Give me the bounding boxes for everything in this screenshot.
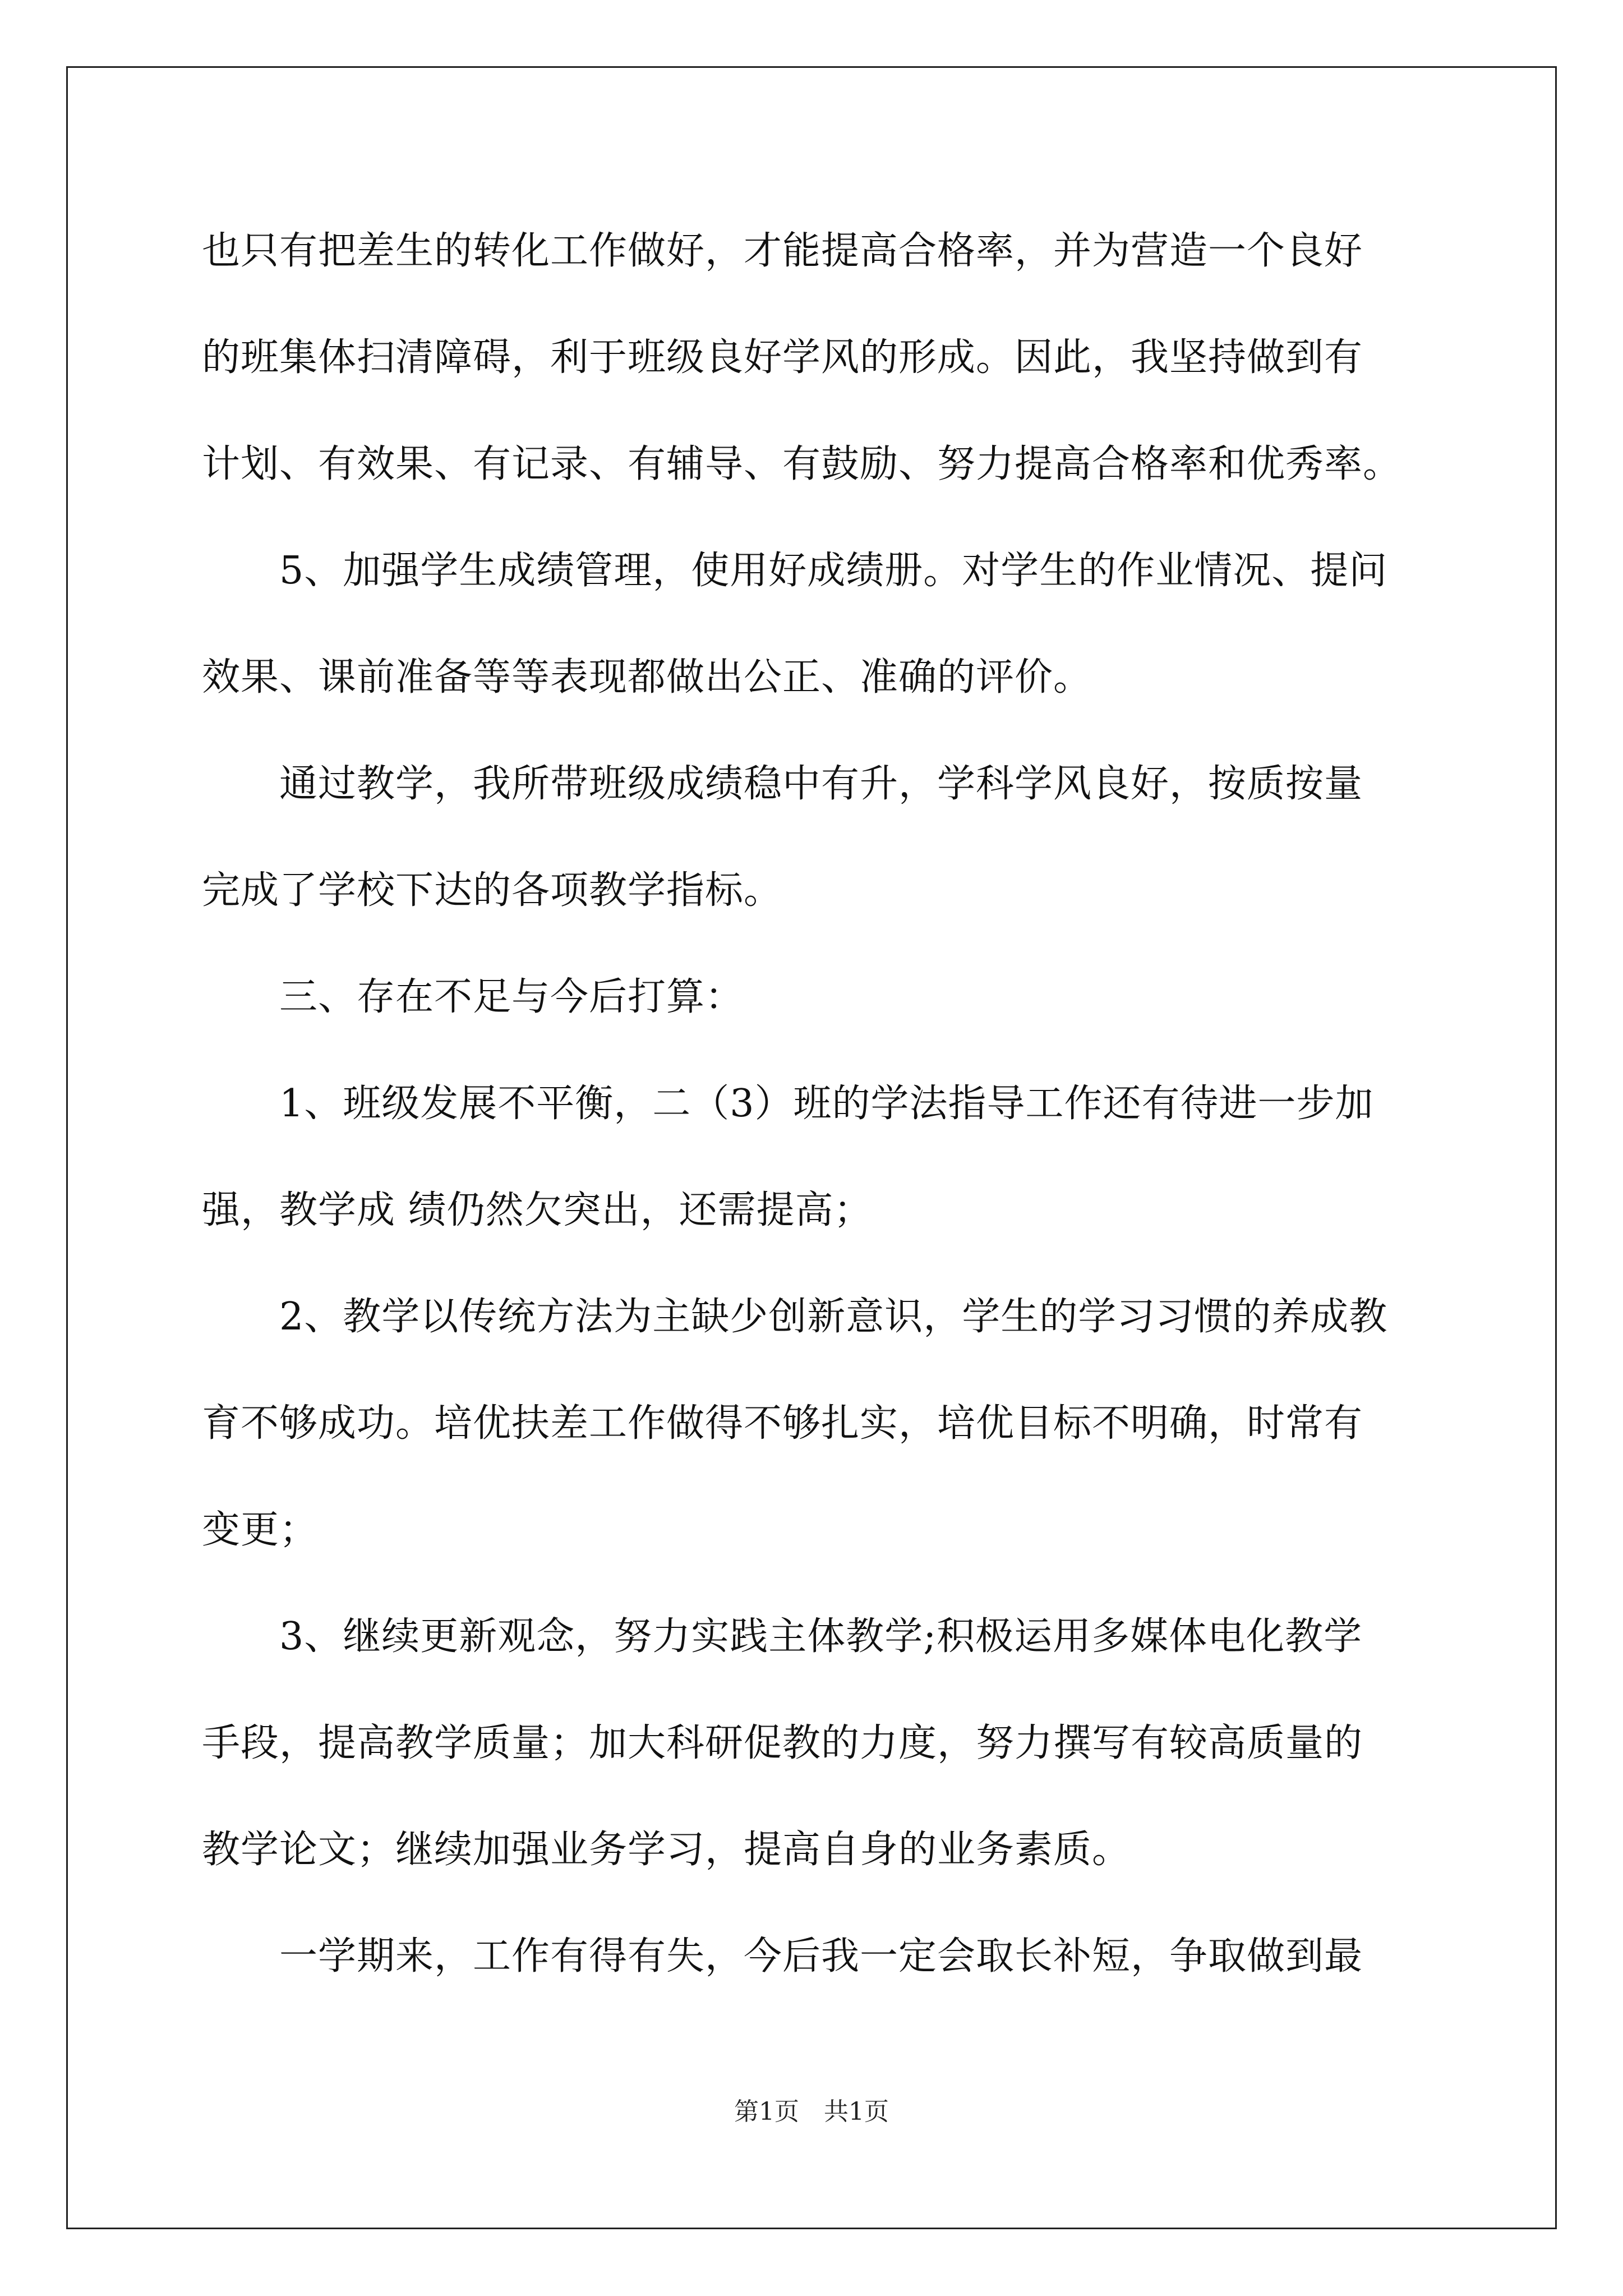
text-line: 的班集体扫清障碍，利于班级良好学风的形成。因此，我坚持做到有 (202, 335, 1363, 380)
text-line: 1、班级发展不平衡，二（3）班的学法指导工作还有待进一步加 (279, 1082, 1374, 1126)
text-line: 变更； (202, 1508, 319, 1552)
text-line: 效果、课前准备等等表现都做出公正、准确的评价。 (202, 655, 1092, 700)
text-line: 强，教学成 绩仍然欠突出，还需提高； (202, 1188, 873, 1232)
text-line: 手段，提高教学质量；加大科研促教的力度，努力撰写有较高质量的 (202, 1721, 1363, 1765)
text-line: 5、加强学生成绩管理，使用好成绩册。对学生的作业情况、提问 (279, 549, 1388, 593)
text-line: 教学论文；继续加强业务学习，提高自身的业务素质。 (202, 1828, 1131, 1872)
text-line: 3、继续更新观念，努力实践主体教学;积极运用多媒体电化教学 (279, 1614, 1363, 1659)
section-heading: 三、存在不足与今后打算： (279, 975, 744, 1019)
text-line: 一学期来，工作有得有失，今后我一定会取长补短，争取做到最 (279, 1934, 1363, 1978)
text-line: 育不够成功。培优扶差工作做得不够扎实，培优目标不明确，时常有 (202, 1401, 1363, 1446)
page-number-footer: 第1页 共1页 (734, 2097, 889, 2126)
text-line: 完成了学校下达的各项教学指标。 (202, 868, 783, 913)
text-line: 也只有把差生的转化工作做好，才能提高合格率，并为营造一个良好 (202, 229, 1363, 273)
document-body (202, 218, 1430, 2030)
text-line: 2、教学以传统方法为主缺少创新意识，学生的学习习惯的养成教 (279, 1295, 1388, 1339)
text-line: 通过教学，我所带班级成绩稳中有升，学科学风良好，按质按量 (279, 762, 1363, 806)
text-line: 计划、有效果、有记录、有辅导、有鼓励、努力提高合格率和优秀率。 (202, 442, 1402, 486)
